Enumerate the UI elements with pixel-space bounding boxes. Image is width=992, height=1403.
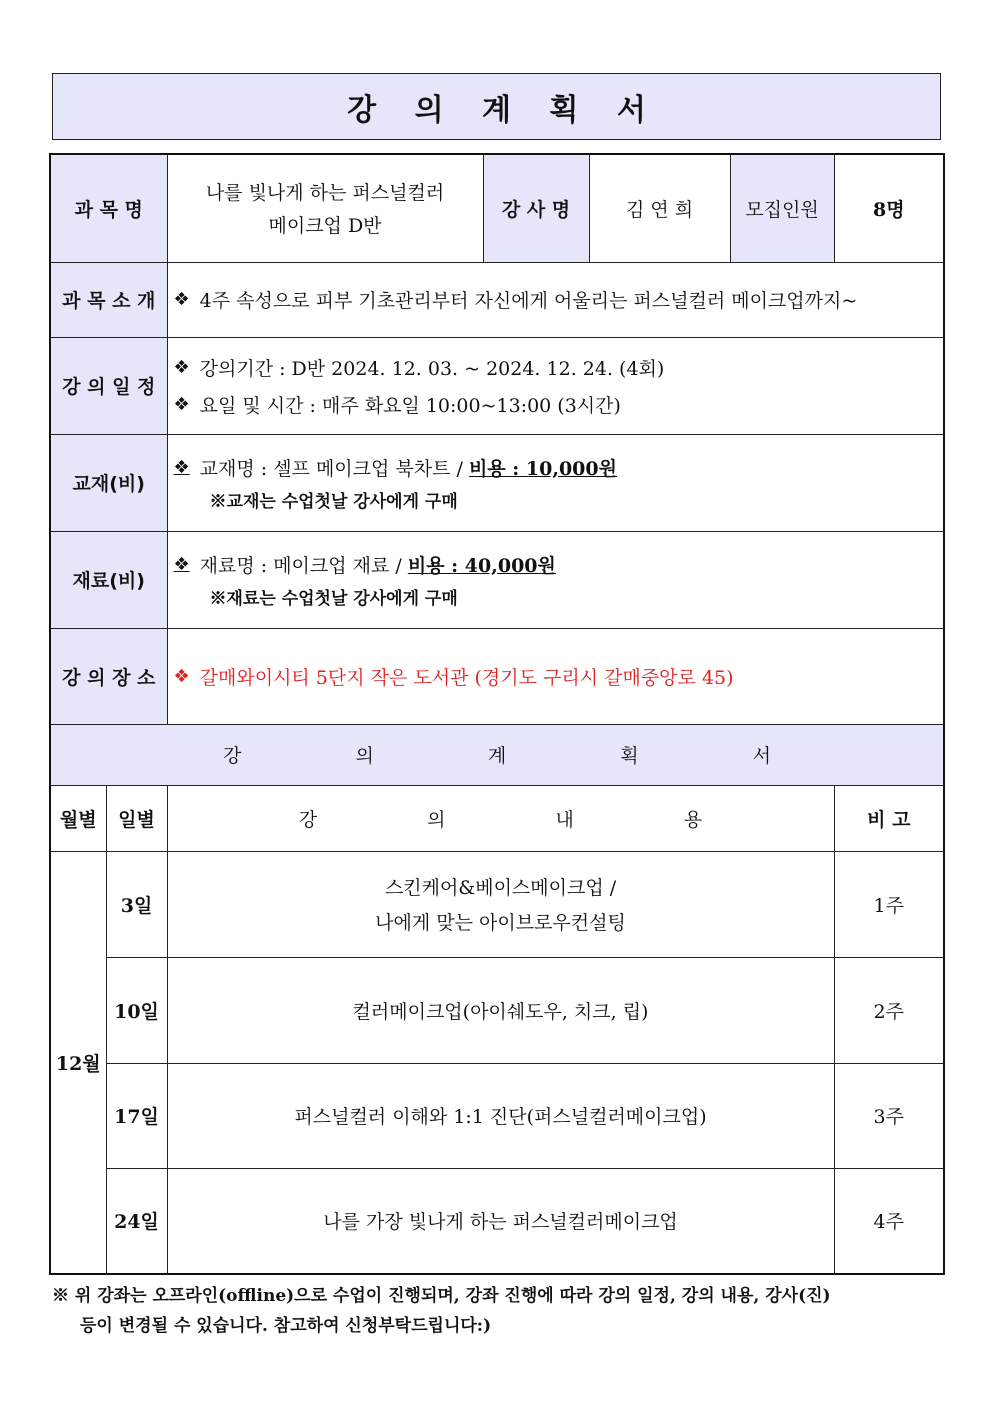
capacity-value: 8명 [834, 154, 944, 262]
bullet-icon: ❖ [173, 393, 190, 415]
venue-label: 강 의 장 소 [50, 628, 167, 724]
bullet-icon: ❖ [173, 665, 190, 687]
intro-row [50, 262, 944, 337]
instructor-label: 강 사 명 [483, 154, 589, 262]
note-cell: 2주 [834, 957, 944, 1063]
bullet-icon: ❖ [173, 356, 190, 378]
textbook-cell [167, 434, 944, 531]
textbook-note: ※교재는 수업첫날 강사에게 구매 [209, 491, 458, 512]
intro-cell [167, 262, 944, 337]
venue-text: 갈매와이시티 5단지 작은 도서관 (경기도 구리시 갈매중앙로 45) [199, 666, 734, 689]
col-month-header: 월별 [50, 785, 106, 851]
month-cell: 12월 [50, 851, 106, 1274]
schedule-cell [167, 337, 944, 434]
materials-text: 재료명 : 메이크업 재료 / [199, 554, 402, 577]
venue-row [50, 628, 944, 724]
course-name-line2: 메이크업 D반 [268, 215, 382, 238]
textbook-label: 교재(비) [50, 434, 167, 531]
note-cell: 4주 [834, 1168, 944, 1274]
plan-header-row [50, 785, 944, 851]
plan-section-title: 강 의 계 획 서 [50, 724, 944, 785]
materials-label: 재료(비) [50, 531, 167, 628]
day-cell: 17일 [106, 1063, 167, 1168]
day-cell: 10일 [106, 957, 167, 1063]
footer-line1: ※ 위 강좌는 오프라인(offline)으로 수업이 진행되며, 강좌 진행에 따라 강의 일정, 강의 내용, 강사(진) [52, 1286, 831, 1306]
schedule-row [50, 337, 944, 434]
instructor-name: 김 연 희 [589, 154, 730, 262]
materials-row [50, 531, 944, 628]
bullet-icon: ❖ [173, 553, 190, 575]
footer-notice [52, 1281, 944, 1341]
capacity-label: 모집인원 [730, 154, 834, 262]
schedule-time: 요일 및 시간 : 매주 화요일 10:00~13:00 (3시간) [199, 394, 621, 417]
footer-line2: 등이 변경될 수 있습니다. 참고하여 신청부탁드립니다:) [80, 1316, 492, 1336]
table-row [50, 851, 944, 957]
intro-text: 4주 속성으로 피부 기초관리부터 자신에게 어울리는 퍼스널컬러 메이크업까지~ [199, 290, 858, 312]
course-name-label: 과 목 명 [50, 154, 167, 262]
col-content-header: 강 의 내 용 [167, 785, 834, 851]
venue-cell [167, 628, 944, 724]
bullet-icon: ❖ [173, 456, 190, 478]
day-cell: 24일 [106, 1168, 167, 1274]
course-plan-table [49, 153, 945, 1275]
plan-section-row [50, 724, 944, 785]
materials-note: ※재료는 수업첫날 강사에게 구매 [209, 588, 458, 609]
intro-label: 과 목 소 개 [50, 262, 167, 337]
note-cell: 3주 [834, 1063, 944, 1168]
textbook-cost: 비용 : 10,000원 [468, 457, 617, 480]
content-cell: 스킨케어&베이스메이크업 / 나에게 맞는 아이브로우컨설팅 [167, 851, 834, 957]
course-name-cell [167, 154, 483, 262]
content-cell: 퍼스널컬러 이해와 1:1 진단(퍼스널컬러메이크업) [167, 1063, 834, 1168]
table-row [50, 957, 944, 1063]
bullet-icon: ❖ [173, 289, 190, 310]
textbook-text: 교재명 : 셀프 메이크업 북차트 / [199, 457, 463, 480]
schedule-period: 강의기간 : D반 2024. 12. 03. ~ 2024. 12. 24. (4회) [199, 357, 665, 380]
document-title: 강 의 계 획 서 [347, 92, 660, 128]
col-day-header: 일별 [106, 785, 167, 851]
materials-cost: 비용 : 40,000원 [407, 554, 556, 577]
info-row [50, 154, 944, 262]
course-name-line1: 나를 빛나게 하는 퍼스널컬러 [205, 182, 445, 205]
content-cell: 나를 가장 빛나게 하는 퍼스널컬러메이크업 [167, 1168, 834, 1274]
textbook-row [50, 434, 944, 531]
materials-cell [167, 531, 944, 628]
content-cell: 컬러메이크업(아이쉐도우, 치크, 립) [167, 957, 834, 1063]
schedule-label: 강 의 일 정 [50, 337, 167, 434]
day-cell: 3일 [106, 851, 167, 957]
col-note-header: 비 고 [834, 785, 944, 851]
table-row [50, 1063, 944, 1168]
document-title-box [52, 73, 941, 140]
table-row [50, 1168, 944, 1274]
note-cell: 1주 [834, 851, 944, 957]
